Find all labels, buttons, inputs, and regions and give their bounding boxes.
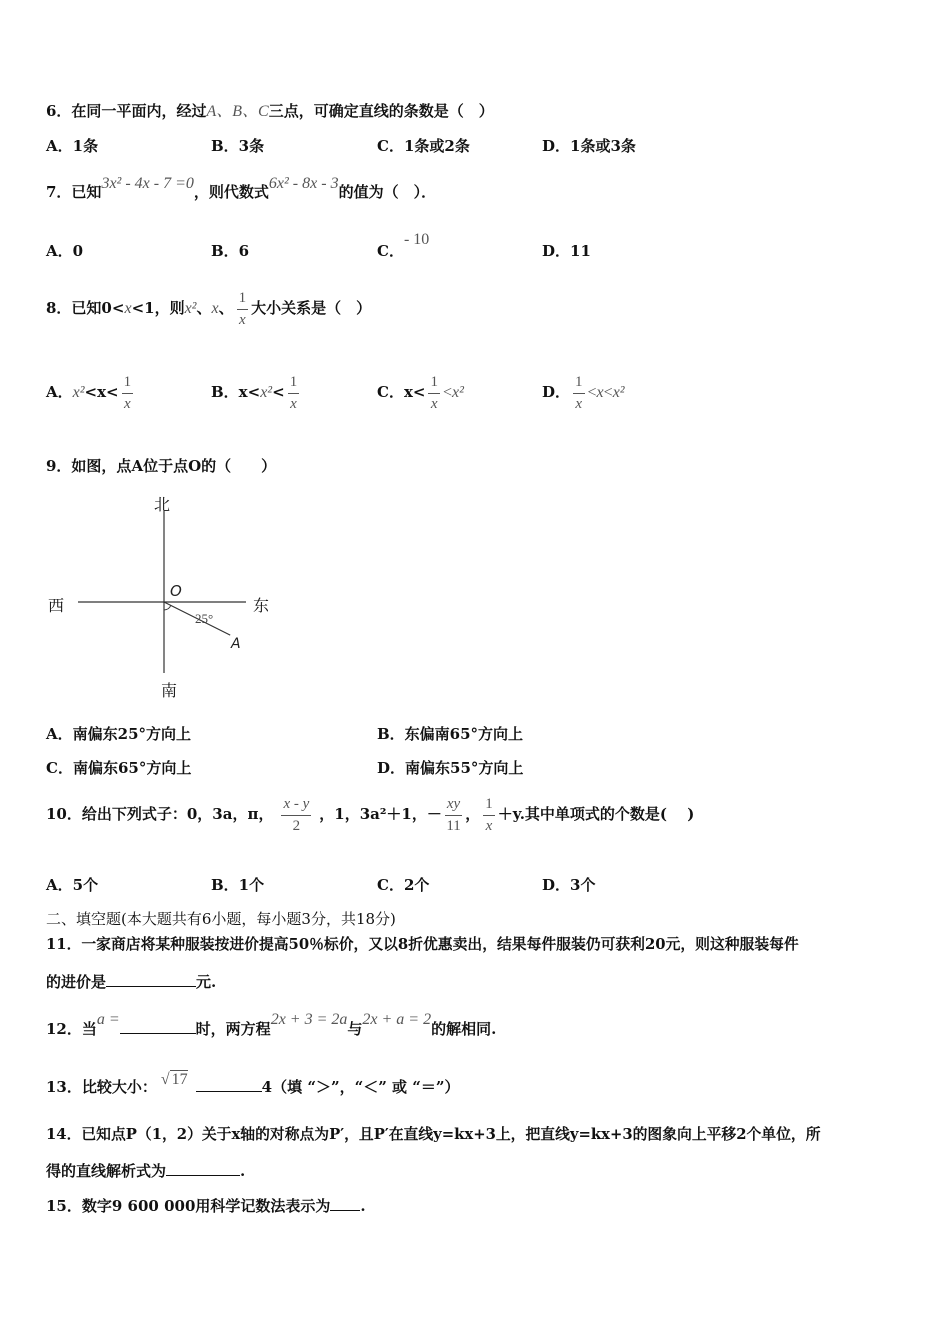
q7-option-b: B．6 — [211, 242, 250, 260]
q7-option-d: D．11 — [542, 242, 591, 260]
q8-option-b: B．x<x²< $\frac{1}{x}$ — [211, 374, 298, 412]
section-heading-fill-in: 二、填空题(本大题共有6小题，每小题3分，共18分) — [46, 910, 396, 928]
q6-option-a: A．1条 — [46, 137, 99, 155]
label-north: 北 — [154, 495, 171, 514]
label-south: 南 — [161, 681, 178, 700]
q10-fraction-1: $\frac{x - y}{2}$ — [283, 796, 310, 834]
q8-option-a: A．x²<x< $\frac{1}{x}$ — [46, 374, 132, 412]
q12-equation-2: 2x + a = 2 — [362, 1011, 432, 1028]
q7-option-c-value: - 10 — [403, 231, 430, 248]
q9-option-b: B．东偏南65°方向上 — [377, 725, 524, 743]
q10-stem: 10．给出下列式子：0，3a，π， $\frac{x - y}{2}$ ，1，3a²＋1，－ $\frac{xy}{11}$ ， $\frac{1}{x}$ ＋y.其中单项式的个数是( ) — [46, 796, 695, 834]
q9-option-c: C．南偏东65°方向上 — [46, 759, 192, 777]
q7-expr2: 6x² - 8x - 3 — [268, 175, 339, 192]
q10-option-c: C．2个 — [377, 876, 430, 894]
label-west: 西 — [48, 596, 65, 615]
q14-line2: 得的直线解析式为 . — [46, 1162, 246, 1180]
q10-option-d: D．3个 — [542, 876, 596, 894]
q10-fraction-3: $\frac{1}{x}$ — [485, 796, 493, 834]
q14-line1: 14．已知点P（1，2）关于x轴的对称点为P′，且P′在直线y=kx+3上，把直线y=kx+3的图象向上平移2个单位，所 — [46, 1126, 821, 1143]
q6-option-c: C．1条或2条 — [377, 137, 470, 155]
q11-line2: 的进价是 元. — [46, 973, 217, 991]
q10-option-b: B．1个 — [211, 876, 265, 894]
label-origin: O — [170, 582, 182, 600]
label-east: 东 — [253, 596, 270, 615]
q11-line1: 11．一家商店将某种服装按进价提高50％标价，又以8折优惠卖出，结果每件服装仍可获利20元，则这种服装每件 — [46, 936, 799, 953]
q9-option-d: D．南偏东55°方向上 — [377, 759, 524, 777]
q7-option-a: A．0 — [46, 242, 84, 260]
q15-stem: 15．数字9 600 000用科学记数法表示为 . — [46, 1197, 366, 1215]
q13-stem: 13．比较大小： √ 17 4（填 “＞”，“＜” 或 “＝”） — [46, 1071, 460, 1096]
q12-stem: 12．当a =时，两方程2x + 3 = 2a与2x + a = 2的解相同. — [46, 1011, 497, 1038]
label-point-a: A — [231, 636, 241, 652]
q12-answer-blank[interactable] — [120, 1033, 196, 1034]
q6-stem: 6．在同一平面内，经过A、B、C三点，可确定直线的条数是（ ） — [46, 102, 494, 120]
q13-answer-blank[interactable] — [196, 1091, 262, 1092]
angle-arc — [164, 605, 171, 610]
compass-diagram — [40, 485, 280, 700]
q6-option-d: D．1条或3条 — [542, 137, 636, 155]
label-angle: 25° — [195, 611, 214, 626]
q7-stem: 7．已知3x² - 4x - 7 =0，则代数式6x² - 8x - 3的值为（ ）． — [46, 175, 437, 201]
q12-equation-1: 2x + 3 = 2a — [270, 1011, 348, 1028]
q7-option-c: C．- 10 — [377, 231, 430, 260]
q8-fraction: $\frac{1}{x}$ — [238, 290, 247, 328]
q8-option-c: C．x< $\frac{1}{x}$ <x² — [377, 374, 464, 412]
q9-stem: 9．如图，点A位于点O的（ ） — [46, 457, 277, 475]
compass-lines — [40, 485, 280, 700]
q10-option-a: A．5个 — [46, 876, 99, 894]
q11-answer-blank[interactable] — [106, 986, 196, 987]
q10-fraction-2: $\frac{xy}{11}$ — [446, 796, 461, 834]
q13-sqrt-17: √ 17 — [160, 1071, 188, 1088]
q14-answer-blank[interactable] — [166, 1175, 240, 1176]
q9-option-a: A．南偏东25°方向上 — [46, 725, 192, 743]
q6-option-b: B．3条 — [211, 137, 265, 155]
q7-expr1: 3x² - 4x - 7 =0 — [101, 175, 194, 192]
q6-points: A、B、C — [206, 103, 269, 120]
q8-option-d: D． $\frac{1}{x}$ <x<x² — [542, 374, 625, 412]
q15-answer-blank[interactable] — [330, 1210, 360, 1211]
q8-stem: 8．已知0<x<1，则x²、x、 $\frac{1}{x}$ 大小关系是（ ） — [46, 290, 372, 328]
